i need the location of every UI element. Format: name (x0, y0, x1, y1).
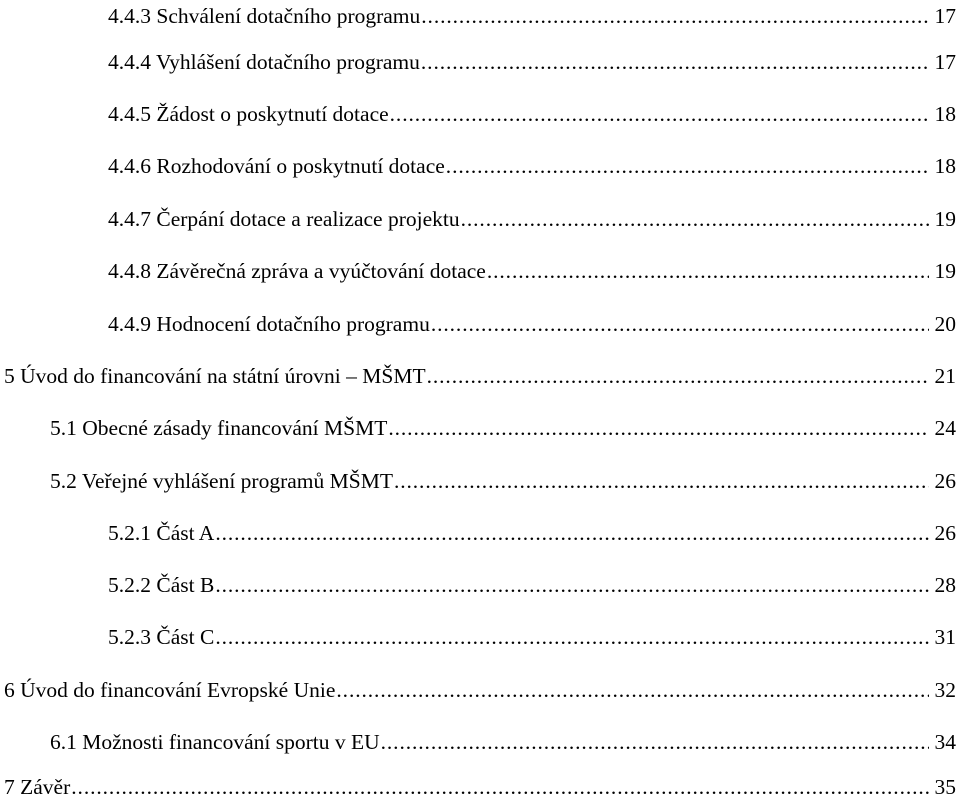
toc-page-number: 32 (934, 678, 956, 702)
toc-dot-leader (215, 621, 929, 653)
toc-dot-leader (446, 150, 929, 182)
toc-entry[interactable] (4, 674, 956, 706)
toc-entry-label: 5 Úvod do financování na státní úrovni – MŠMT (4, 364, 426, 388)
toc-entry[interactable] (50, 412, 956, 444)
toc-dot-leader (71, 771, 929, 803)
toc-page-number: 17 (934, 4, 956, 28)
toc-dot-leader (487, 255, 929, 287)
toc-entry[interactable] (108, 98, 956, 130)
toc-dot-leader (431, 308, 929, 340)
toc-dot-leader (461, 203, 929, 235)
toc-entry[interactable] (108, 255, 956, 287)
toc-dot-leader (421, 0, 929, 32)
toc-entry-label: 5.2.2 Část B (108, 573, 215, 597)
toc-page-number: 34 (934, 730, 956, 754)
toc-entry-label: 4.4.5 Žádost o poskytnutí dotace (108, 102, 389, 126)
toc-entry-label: 4.4.3 Schválení dotačního programu (108, 4, 421, 28)
toc-entry[interactable] (108, 569, 956, 601)
toc-entry-label: 7 Závěr (4, 775, 71, 799)
toc-entry[interactable] (108, 46, 956, 78)
toc-entry[interactable] (4, 771, 956, 803)
toc-page-number: 19 (934, 207, 956, 231)
toc-page-number: 18 (934, 154, 956, 178)
toc-dot-leader (336, 674, 929, 706)
toc-entry[interactable] (108, 621, 956, 653)
toc-entry-label: 4.4.7 Čerpání dotace a realizace projektu (108, 207, 460, 231)
toc-dot-leader (215, 517, 929, 549)
toc-page-number: 28 (934, 573, 956, 597)
toc-entry-label: 5.2 Veřejné vyhlášení programů MŠMT (50, 469, 393, 493)
toc-dot-leader (421, 46, 929, 78)
toc-entry[interactable] (108, 308, 956, 340)
toc-page-number: 26 (934, 521, 956, 545)
toc-entry-label: 5.2.3 Část C (108, 625, 215, 649)
toc-dot-leader (215, 569, 929, 601)
toc-entry[interactable] (108, 0, 956, 32)
toc-entry[interactable] (4, 360, 956, 392)
toc-page-number: 18 (934, 102, 956, 126)
toc-dot-leader (381, 726, 929, 758)
toc-page-number: 24 (934, 416, 956, 440)
toc-page-number: 21 (934, 364, 956, 388)
toc-entry-label: 5.1 Obecné zásady financování MŠMT (50, 416, 388, 440)
toc-entry-label: 4.4.9 Hodnocení dotačního programu (108, 312, 430, 336)
toc-page-number: 20 (934, 312, 956, 336)
toc-entry[interactable] (50, 465, 956, 497)
toc-entry[interactable] (108, 150, 956, 182)
toc-entry[interactable] (108, 517, 956, 549)
toc-page-number: 17 (934, 50, 956, 74)
toc-page-number: 19 (934, 259, 956, 283)
toc-entry-label: 4.4.8 Závěrečná zpráva a vyúčtování dotace (108, 259, 486, 283)
toc-dot-leader (394, 465, 929, 497)
toc-entry-label: 6.1 Možnosti financování sportu v EU (50, 730, 380, 754)
toc-page-number: 31 (934, 625, 956, 649)
toc-page-number: 35 (934, 775, 956, 799)
toc-dot-leader (427, 360, 929, 392)
toc-entry-label: 4.4.4 Vyhlášení dotačního programu (108, 50, 420, 74)
toc-dot-leader (388, 412, 929, 444)
toc-entry-label: 5.2.1 Část A (108, 521, 215, 545)
toc-entry[interactable] (50, 726, 956, 758)
toc-dot-leader (390, 98, 929, 130)
toc-entry-label: 4.4.6 Rozhodování o poskytnutí dotace (108, 154, 445, 178)
toc-entry[interactable] (108, 203, 956, 235)
toc-page-number: 26 (934, 469, 956, 493)
toc-entry-label: 6 Úvod do financování Evropské Unie (4, 678, 336, 702)
